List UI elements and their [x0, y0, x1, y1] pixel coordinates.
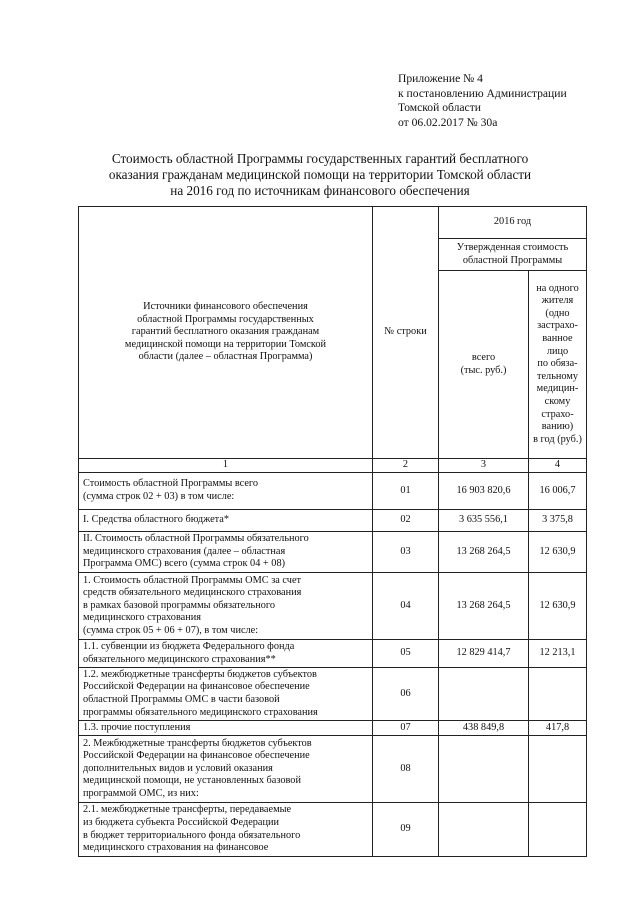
row-no: 03: [373, 532, 439, 573]
row-source: 1.2. межбюджетные трансферты бюджетов субъектов Российской Федерации на финансовое обеспечение областной Программы ОМС в части базовой программы обязательного медицинского страхования: [79, 668, 373, 721]
row-per-capita: 12 213,1: [529, 640, 587, 668]
appendix-line: Томской области: [398, 101, 481, 115]
row-source: 1.3. прочие поступления: [79, 721, 373, 736]
table-row: [79, 473, 587, 510]
header-row-no: № строки: [373, 207, 439, 459]
title-line: на 2016 год по источникам финансового обеспечения: [170, 183, 470, 198]
table-row: [79, 573, 587, 640]
row-total: [439, 668, 529, 721]
col-number: 3: [439, 459, 529, 473]
row-per-capita: 12 630,9: [529, 573, 587, 640]
row-source: Стоимость областной Программы всего (сумма строк 02 + 03) в том числе:: [79, 473, 373, 510]
row-per-capita: 3 375,8: [529, 510, 587, 532]
column-number-row: [79, 459, 587, 473]
row-no: 02: [373, 510, 439, 532]
row-no: 05: [373, 640, 439, 668]
table-row: [79, 532, 587, 573]
header-per-capita: на одного жителя (одно застрахо- ванное лицо по обяза- тельному медицин- скому страхо- ванию) в год (руб.): [529, 271, 587, 459]
financing-table: [78, 206, 587, 857]
row-total: 16 903 820,6: [439, 473, 529, 510]
header-year: 2016 год: [439, 207, 587, 239]
header-total: всего (тыс. руб.): [439, 271, 529, 459]
row-source: 1. Стоимость областной Программы ОМС за счет средств обязательного медицинского страхования в рамках базовой программы обязательного медицинского страхования (сумма строк 05 + 06 + 07), в том числе:: [79, 573, 373, 640]
col-number: 1: [79, 459, 373, 473]
table-row: [79, 721, 587, 736]
row-per-capita: 16 006,7: [529, 473, 587, 510]
row-total: 13 268 264,5: [439, 532, 529, 573]
col-number: 2: [373, 459, 439, 473]
row-total: [439, 803, 529, 857]
appendix-line: Приложение № 4: [398, 72, 483, 85]
row-source: II. Стоимость областной Программы обязательного медицинского страхования (далее – областная Программа ОМС) всего (сумма строк 04 + 08): [79, 532, 373, 573]
col-number: 4: [529, 459, 587, 473]
row-total: 438 849,8: [439, 721, 529, 736]
appendix-note: [398, 72, 634, 131]
row-source: I. Средства областного бюджета*: [79, 510, 373, 532]
row-per-capita: [529, 736, 587, 803]
row-per-capita: 417,8: [529, 721, 587, 736]
row-per-capita: [529, 803, 587, 857]
row-no: 06: [373, 668, 439, 721]
row-total: 13 268 264,5: [439, 573, 529, 640]
document-title: [60, 151, 580, 199]
row-source: 2.1. межбюджетные трансферты, передаваемые из бюджета субъекта Российской Федерации в бюджет территориального фонда обязательного медицинского страхования на финансовое: [79, 803, 373, 857]
row-total: 12 829 414,7: [439, 640, 529, 668]
table-row: [79, 803, 587, 857]
row-source: 2. Межбюджетные трансферты бюджетов субъектов Российской Федерации на финансовое обеспечение дополнительных видов и условий оказания медицинской помощи, не установленных базовой программой ОМС, из них:: [79, 736, 373, 803]
row-total: [439, 736, 529, 803]
table-row: [79, 510, 587, 532]
table-row: [79, 640, 587, 668]
row-no: 04: [373, 573, 439, 640]
row-no: 07: [373, 721, 439, 736]
table-row: [79, 736, 587, 803]
row-no: 01: [373, 473, 439, 510]
row-source: 1.1. субвенции из бюджета Федерального фонда обязательного медицинского страхования**: [79, 640, 373, 668]
title-line: Стоимость областной Программы государственных гарантий бесплатного: [111, 151, 529, 166]
title-line: оказания гражданам медицинской помощи на территории Томской области: [108, 167, 532, 182]
row-total: 3 635 556,1: [439, 510, 529, 532]
row-per-capita: [529, 668, 587, 721]
row-no: 08: [373, 736, 439, 803]
appendix-line: к постановлению Администрации: [398, 86, 567, 100]
table-row: [79, 668, 587, 721]
header-approved-cost: Утвержденная стоимость областной Программы: [439, 239, 587, 271]
row-per-capita: 12 630,9: [529, 532, 587, 573]
appendix-line: от 06.02.2017 № 30а: [398, 116, 498, 130]
header-source: Источники финансового обеспечения областной Программы государственных гарантий бесплатного оказания гражданам медицинской помощи на территории Томской области (далее – областная Программа): [79, 207, 373, 459]
row-no: 09: [373, 803, 439, 857]
